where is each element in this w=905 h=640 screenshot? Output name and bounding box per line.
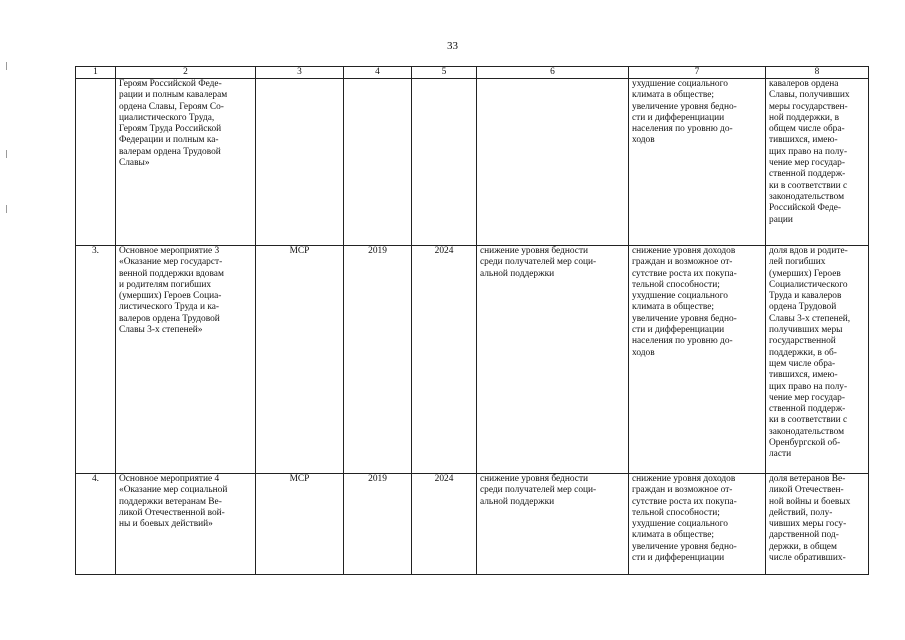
row-number	[76, 79, 116, 246]
cell-line: Основное мероприятие 3	[119, 246, 220, 256]
cell-line: щих право на полу-	[769, 146, 848, 157]
cell-line: кавалеров ордена	[769, 79, 839, 89]
cell-line: климата в обществе;	[632, 530, 714, 541]
cell-line: снижение уровня бедности	[480, 246, 589, 256]
cell-line: доля вдов и родите-	[769, 246, 848, 256]
row-number: 3.	[76, 246, 116, 474]
cell-line: ликой Отечественной вой-	[119, 507, 225, 518]
cell-line: щем числе обра-	[769, 358, 836, 369]
cell-line: чивших меры госу-	[769, 519, 847, 530]
cell-line: общем числе обра-	[769, 124, 845, 135]
related-indicator	[766, 79, 869, 246]
cell-line: рации и полным кавалерам	[119, 90, 228, 101]
cell-line: снижение уровня доходов	[632, 246, 736, 256]
cell-line: климата в обществе;	[632, 302, 714, 313]
program-activities-table	[75, 66, 869, 575]
cell-line: держки, в общем	[769, 541, 837, 552]
cell-line: числе обративших-	[769, 553, 846, 564]
cell-line: чение мер государ-	[769, 392, 845, 403]
cell-line: снижение уровня доходов	[632, 474, 736, 484]
cell-line: государственной	[769, 336, 836, 347]
cell-line: Федерации и полным ка-	[119, 135, 219, 146]
table-header-row	[76, 67, 869, 79]
executor	[256, 79, 344, 246]
cell-line: венной поддержки вдовам	[119, 268, 224, 279]
cell-line: ухудшение социального	[632, 79, 728, 89]
cell-line: граждан и возможное от-	[632, 257, 733, 268]
related-indicator	[766, 474, 869, 575]
cell-line: ухудшение социального	[632, 291, 728, 302]
column-number-3: 3	[256, 67, 344, 79]
cell-line: рации	[769, 214, 793, 225]
table-row	[76, 474, 869, 575]
non-implementation-consequences	[629, 246, 766, 474]
start-year: 2019	[344, 474, 412, 575]
cell-line: лей погибших	[769, 257, 826, 268]
margin-mark	[6, 150, 7, 158]
expected-result	[477, 79, 629, 246]
cell-line: ственной поддерж-	[769, 404, 846, 415]
end-year: 2024	[412, 246, 477, 474]
row-number: 4.	[76, 474, 116, 575]
cell-line: населения по уровню до-	[632, 124, 733, 135]
cell-line: ликой Отечествен-	[769, 485, 844, 496]
cell-line: тившихся, имею-	[769, 370, 838, 381]
cell-line: валеров ордена Трудовой	[119, 313, 220, 324]
cell-line: сутствие роста их покупа-	[632, 268, 737, 279]
cell-line: (умерших) Героев	[769, 268, 841, 279]
executor: МСР	[256, 474, 344, 575]
activity-name	[116, 79, 256, 246]
cell-line: ны и боевых действий»	[119, 519, 213, 530]
cell-line: «Оказание мер государст-	[119, 257, 223, 268]
cell-line: поддержки, в об-	[769, 347, 837, 358]
cell-line: тившихся, имею-	[769, 135, 838, 146]
cell-line: ки в соответствии с	[769, 415, 848, 426]
column-number-5: 5	[412, 67, 477, 79]
cell-line: меры государствен-	[769, 101, 848, 112]
cell-line: ной войны и боевых	[769, 496, 851, 507]
cell-line: ной поддержки, в	[769, 112, 840, 123]
margin-mark	[6, 62, 7, 70]
cell-line: ки в соответствии с	[769, 180, 848, 191]
cell-line: Славы, получивших	[769, 90, 850, 101]
cell-line: Социалистического	[769, 279, 848, 290]
cell-line: увеличение уровня бедно-	[632, 541, 737, 552]
cell-line: среди получателей мер соци-	[480, 485, 597, 496]
cell-line: ходов	[632, 347, 655, 358]
table-row	[76, 246, 869, 474]
cell-line: ходов	[632, 135, 655, 146]
cell-line: увеличение уровня бедно-	[632, 313, 737, 324]
cell-line: Героям Российской Феде-	[119, 79, 222, 89]
cell-line: чение мер государ-	[769, 158, 845, 169]
column-number-1: 1	[76, 67, 116, 79]
column-number-2: 2	[116, 67, 256, 79]
cell-line: Оренбургской об-	[769, 438, 841, 449]
cell-line: альной поддержки	[480, 268, 555, 279]
cell-line: альной поддержки	[480, 496, 555, 507]
cell-line: Основное мероприятие 4	[119, 474, 220, 484]
cell-line: и родителям погибших	[119, 279, 212, 290]
cell-line: законодательством	[769, 426, 845, 437]
cell-line: листического Труда и ка-	[119, 302, 220, 313]
end-year	[412, 79, 477, 246]
cell-line: «Оказание мер социальной	[119, 485, 228, 496]
cell-line: Труда и кавалеров	[769, 291, 842, 302]
cell-line: ордена Трудовой	[769, 302, 837, 313]
cell-line: ласти	[769, 449, 792, 460]
cell-line: законодательством	[769, 191, 845, 202]
margin-mark	[6, 205, 7, 213]
cell-line: Славы 3-х степеней»	[119, 325, 203, 336]
related-indicator	[766, 246, 869, 474]
start-year: 2019	[344, 246, 412, 474]
column-number-6: 6	[477, 67, 629, 79]
cell-line: циалистического Труда,	[119, 112, 215, 123]
cell-line: граждан и возможное от-	[632, 485, 733, 496]
cell-line: среди получателей мер соци-	[480, 257, 597, 268]
cell-line: доля ветеранов Ве-	[769, 474, 846, 484]
cell-line: поддержки ветеранам Ве-	[119, 496, 222, 507]
cell-line: тельной способности;	[632, 279, 720, 290]
executor: МСР	[256, 246, 344, 474]
cell-line: щих право на полу-	[769, 381, 848, 392]
end-year: 2024	[412, 474, 477, 575]
cell-line: населения по уровню до-	[632, 336, 733, 347]
cell-line: сти и дифференциации	[632, 553, 725, 564]
cell-line: ственной поддерж-	[769, 169, 846, 180]
cell-line: Славы»	[119, 158, 150, 169]
non-implementation-consequences	[629, 474, 766, 575]
cell-line: Российской Феде-	[769, 203, 842, 214]
table-row	[76, 79, 869, 246]
column-number-7: 7	[629, 67, 766, 79]
cell-line: климата в обществе;	[632, 90, 714, 101]
cell-line: сти и дифференциации	[632, 325, 725, 336]
column-number-4: 4	[344, 67, 412, 79]
cell-line: действий, полу-	[769, 507, 833, 518]
cell-line: дарственной под-	[769, 530, 839, 541]
page-number: 33	[447, 40, 458, 52]
non-implementation-consequences	[629, 79, 766, 246]
start-year	[344, 79, 412, 246]
activity-name	[116, 246, 256, 474]
activity-name	[116, 474, 256, 575]
cell-line: тельной способности;	[632, 507, 720, 518]
expected-result	[477, 246, 629, 474]
cell-line: (умерших) Героев Социа-	[119, 291, 222, 302]
cell-line: ордена Славы, Героям Со-	[119, 101, 224, 112]
cell-line: увеличение уровня бедно-	[632, 101, 737, 112]
cell-line: получивших меры	[769, 325, 843, 336]
cell-line: ухудшение социального	[632, 519, 728, 530]
cell-line: снижение уровня бедности	[480, 474, 589, 484]
cell-line: валерам ордена Трудовой	[119, 146, 221, 157]
cell-line: Славы 3-х степеней,	[769, 313, 851, 324]
cell-line: Героям Труда Российской	[119, 124, 222, 135]
expected-result	[477, 474, 629, 575]
cell-line: сти и дифференциации	[632, 112, 725, 123]
cell-line: сутствие роста их покупа-	[632, 496, 737, 507]
column-number-8: 8	[766, 67, 869, 79]
